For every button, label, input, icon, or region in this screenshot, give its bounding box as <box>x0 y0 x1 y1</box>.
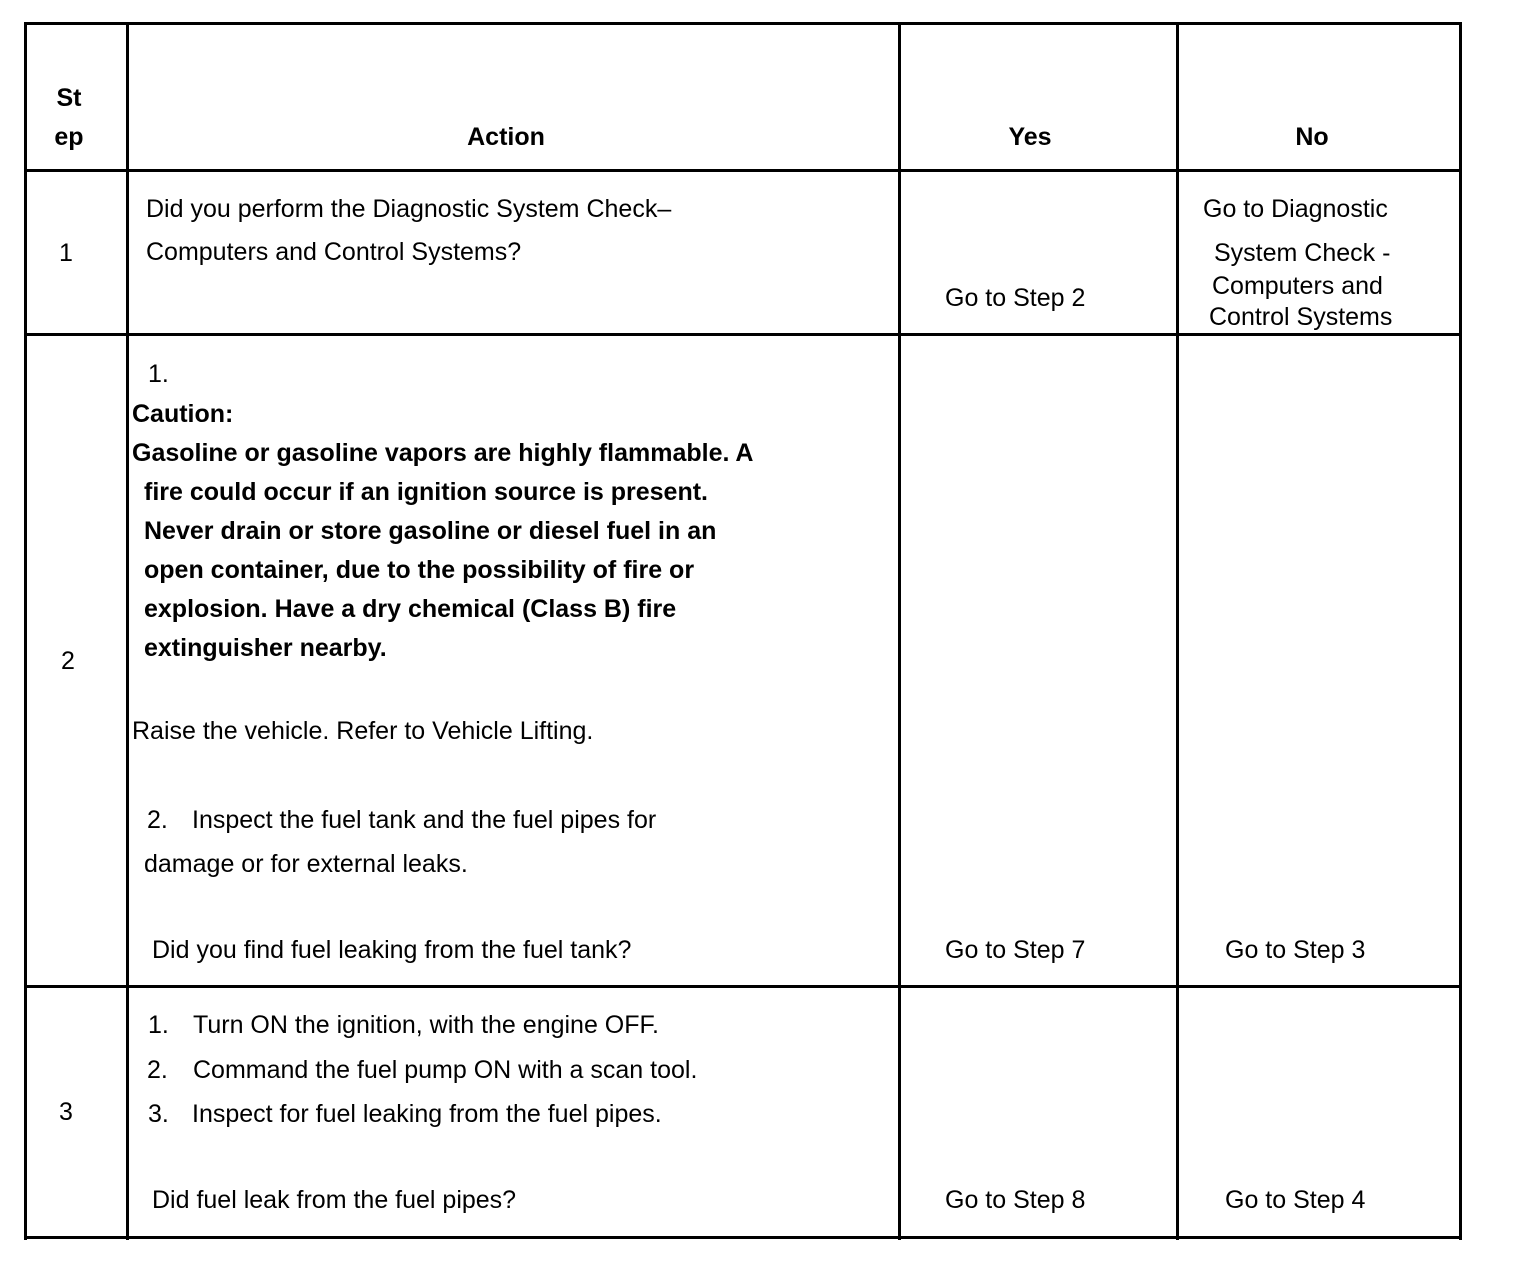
header-step-line2: ep <box>54 123 84 151</box>
row2-item2-line2: damage or for external leaks. <box>144 850 468 878</box>
column-divider-yes <box>1176 22 1179 1240</box>
row2-step: 2 <box>61 647 75 675</box>
row2-no: Go to Step 3 <box>1225 936 1366 964</box>
row3-item2-number: 2. <box>147 1056 168 1084</box>
header-no: No <box>1295 123 1329 151</box>
row2-caution-line5: explosion. Have a dry chemical (Class B) fire <box>144 595 677 623</box>
column-divider-step <box>126 22 129 1240</box>
row1-no-line2: System Check - <box>1214 239 1391 267</box>
row3-step: 3 <box>59 1098 73 1126</box>
row2-question: Did you find fuel leaking from the fuel tank? <box>152 936 632 964</box>
row2-caution-line6: extinguisher nearby. <box>144 634 387 662</box>
table-border-right <box>1459 22 1462 1240</box>
header-yes: Yes <box>1008 123 1052 151</box>
row1-no-line1: Go to Diagnostic <box>1203 195 1388 223</box>
row2-yes: Go to Step 7 <box>945 936 1086 964</box>
row2-item1-number: 1. <box>148 360 169 388</box>
row1-step: 1 <box>59 239 73 267</box>
row2-caution-line4: open container, due to the possibility of fire or <box>144 556 695 584</box>
row3-yes: Go to Step 8 <box>945 1186 1086 1214</box>
table-border-top <box>24 22 1462 25</box>
row1-action-line2: Computers and Control Systems? <box>146 238 522 266</box>
row1-action-line1: Did you perform the Diagnostic System Check– <box>146 195 672 223</box>
row2-raise-text: Raise the vehicle. Refer to Vehicle Lifting. <box>132 717 594 745</box>
row2-caution-label: Caution: <box>132 400 234 428</box>
row2-item2-line1: Inspect the fuel tank and the fuel pipes for <box>192 806 657 834</box>
row1-no-line3: Computers and <box>1212 272 1383 300</box>
row2-caution-line1: Gasoline or gasoline vapors are highly flammable. A <box>132 439 754 467</box>
row1-yes: Go to Step 2 <box>945 284 1086 312</box>
header-divider <box>24 169 1462 172</box>
row-divider-1 <box>24 333 1462 336</box>
row3-no: Go to Step 4 <box>1225 1186 1366 1214</box>
row2-caution-line2: fire could occur if an ignition source is present. <box>144 478 708 506</box>
row1-no-line4: Control Systems <box>1209 303 1393 331</box>
row2-item2-number: 2. <box>147 806 168 834</box>
table-border-bottom <box>24 1236 1462 1239</box>
row2-caution-line3: Never drain or store gasoline or diesel fuel in an <box>144 517 717 545</box>
row3-question: Did fuel leak from the fuel pipes? <box>152 1186 517 1214</box>
row3-item3-number: 3. <box>148 1100 169 1128</box>
column-divider-action <box>898 22 901 1240</box>
header-action: Action <box>467 123 545 151</box>
row3-item1-text: Turn ON the ignition, with the engine OFF. <box>193 1011 659 1039</box>
table-border-left <box>24 22 27 1240</box>
header-step-line1: St <box>56 84 82 112</box>
row3-item2-text: Command the fuel pump ON with a scan tool. <box>193 1056 698 1084</box>
row3-item3-text: Inspect for fuel leaking from the fuel pipes. <box>192 1100 662 1128</box>
row3-item1-number: 1. <box>148 1011 169 1039</box>
row-divider-2 <box>24 985 1462 988</box>
